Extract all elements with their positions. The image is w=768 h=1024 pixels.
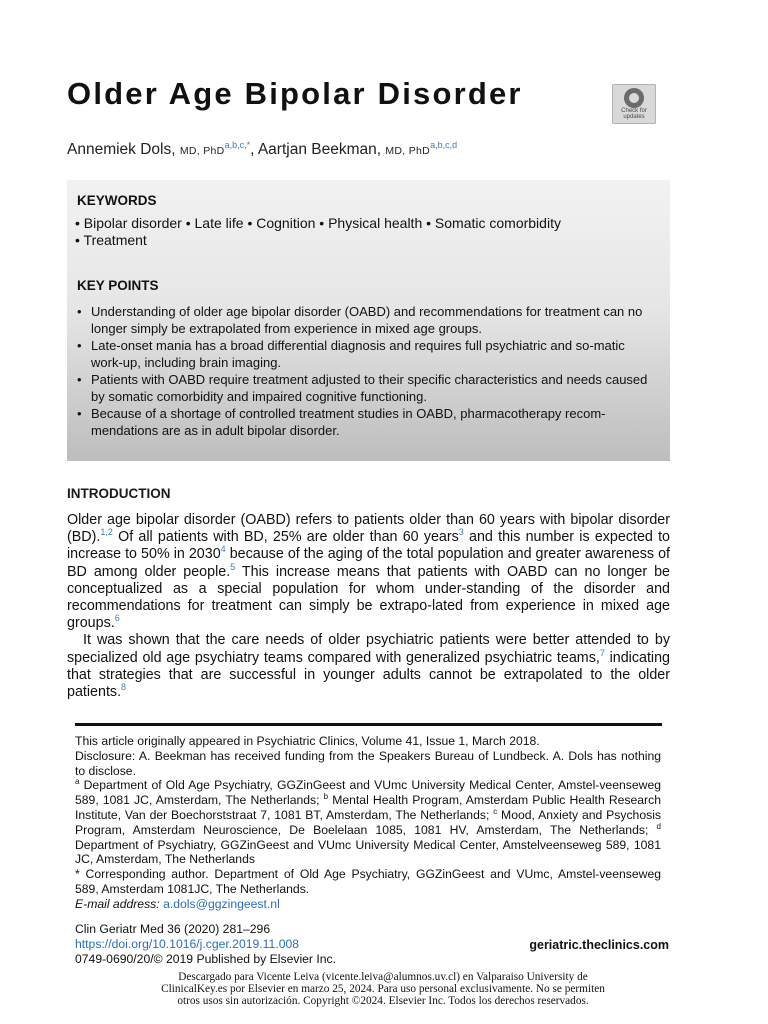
affiliations	[75, 778, 661, 867]
keywords-line: • Treatment	[75, 232, 147, 248]
author-degree: MD, PhD	[179, 145, 225, 157]
download-notice: Descargado para Vicente Leiva (vicente.leiva@alumnos.uv.cl) en Valparaiso University de ClinicalKey.es por Elsevier en marzo 25, 2024. Para uso personal exclusivamente. No se permiten otros usos sin autorización. Copyright ©2024. Elsevier Inc. Todos los derechos reservados.	[161, 971, 605, 1008]
affiliation-marker: a	[75, 777, 80, 787]
disclosure-note: Disclosure: A. Beekman has received funding from the Speakers Bureau of Lundbeck. A. Dols has nothing to disclose.	[75, 748, 661, 778]
affiliation-marker: c	[493, 806, 498, 816]
footnote-divider	[75, 723, 662, 726]
affiliation-text: Department of Old Age Psychiatry, GGZinGeest and VUmc University Medical Center, Amstel-veenseweg 589, 1081 JC, Amsterdam, The Netherlands;	[75, 778, 661, 808]
reference-link[interactable]: 1,2	[100, 527, 113, 538]
check-for-updates-label: Check for updates	[621, 108, 647, 120]
keywords-heading: KEYWORDS	[77, 193, 157, 208]
article-title: Older Age Bipolar Disorder	[67, 76, 523, 111]
text-run: This increase means that patients with OABD can no longer be conceptualized as a special population for whom under-standing of the disorder and recommendations for treatment can simply be extrapo-lated from experience in mixed age groups.	[67, 563, 671, 632]
affiliation-text: Mental Health Program, Amsterdam Public Health Research Institute, Van der Boechorststraat 7, 1081 BT, Amsterdam, The Netherlands;	[75, 793, 661, 822]
author-affiliation-sup[interactable]: a,b,c,*	[224, 139, 251, 150]
paragraph	[67, 512, 670, 632]
reference-link[interactable]: 4	[220, 544, 226, 555]
key-point-item: • Understanding of older age bipolar disorder (OABD) and recommendations for treatment can no longer simply be extrapolated from experience in mixed age groups.	[75, 304, 650, 337]
email-link[interactable]: a.dols@ggzingeest.nl	[163, 896, 280, 911]
reference-link[interactable]: 6	[114, 613, 120, 624]
keywords-keypoints-box	[67, 180, 670, 461]
doi-link[interactable]: https://doi.org/10.1016/j.cger.2019.11.008	[75, 937, 300, 952]
author-separator: ,	[250, 141, 255, 158]
reference-link[interactable]: 7	[599, 647, 605, 658]
crossmark-icon	[624, 88, 644, 108]
text-run: indicating that strategies that are successful in younger adults cannot be extrapolated to the older patients.	[67, 649, 670, 701]
affiliation-marker: d	[656, 821, 661, 831]
paragraph	[67, 632, 670, 701]
introduction-body	[67, 512, 670, 701]
introduction-heading: INTRODUCTION	[67, 486, 171, 501]
key-points-list	[75, 304, 650, 440]
reference-link[interactable]: 3	[458, 527, 464, 538]
email-label: E-mail address:	[75, 896, 160, 911]
author-line	[67, 141, 457, 159]
check-for-updates-badge[interactable]	[612, 84, 656, 124]
text-run: It was shown that the care needs of older psychiatric patients were better attended to by specialized old age psychiatry teams compared with generalized psychiatric teams,	[67, 632, 670, 666]
text-run: Older age bipolar disorder (OABD) refers to patients older than 60 years with bipolar disorder (BD).	[67, 512, 670, 546]
email-line	[75, 897, 661, 912]
original-appearance-note: This article originally appeared in Psychiatric Clinics, Volume 41, Issue 1, March 2018.	[75, 734, 540, 748]
key-point-item: • Late-onset mania has a broad differential diagnosis and requires full psychiatric and so-matic work-up, including brain imaging.	[75, 338, 650, 371]
reference-link[interactable]: 8	[121, 682, 127, 693]
key-point-item: • Patients with OABD require treatment adjusted to their specific characteristics and needs caused by somatic comorbidity and impaired cognitive functioning.	[75, 372, 650, 405]
text-run: and this number is expected to increase to 50% in 2030	[67, 529, 670, 563]
copyright-line: 0749-0690/20/© 2019 Published by Elsevier Inc.	[75, 952, 337, 967]
text-run: because of the aging of the total population and greater awareness of BD among older people.	[67, 546, 670, 580]
affiliation-text: Mood, Anxiety and Psychosis Program, Amsterdam Neuroscience, De Boelelaan 1085, 1081 HV, Amsterdam, The Netherlands;	[75, 807, 662, 837]
keywords-list	[75, 215, 655, 249]
footnotes	[75, 734, 661, 912]
journal-citation: Clin Geriatr Med 36 (2020) 281–296	[75, 922, 271, 936]
text-run: Of all patients with BD, 25% are older than 60 years	[112, 529, 459, 546]
author-affiliation-sup[interactable]: a,b,c,d	[430, 139, 458, 150]
reference-link[interactable]: 5	[230, 561, 236, 572]
affiliation-text: Department of Psychiatry, GGZinGeest and VUmc University Medical Center, Amstelveenseweg 589, 1081 JC, Amsterdam, The Netherlands	[75, 837, 661, 867]
corresponding-author: * Corresponding author. Department of Old Age Psychiatry, GGZinGeest and VUmc, Amstel-veenseweg 589, Amsterdam 1081JC, The Netherlands.	[75, 867, 661, 896]
key-points-heading: KEY POINTS	[77, 278, 159, 293]
affiliation-marker: b	[323, 792, 329, 802]
journal-site[interactable]: geriatric.theclinics.com	[529, 938, 669, 952]
key-point-item: • Because of a shortage of controlled treatment studies in OABD, pharmacotherapy recom-mendations are as in adult bipolar disorder.	[75, 406, 650, 439]
author-degree: MD, PhD	[385, 145, 431, 157]
citation-block	[75, 922, 336, 968]
keywords-line: • Bipolar disorder • Late life • Cognition • Physical health • Somatic comorbidity	[75, 215, 561, 231]
author-name: Annemiek Dols,	[67, 141, 176, 158]
author-name: Aartjan Beekman,	[257, 141, 382, 158]
